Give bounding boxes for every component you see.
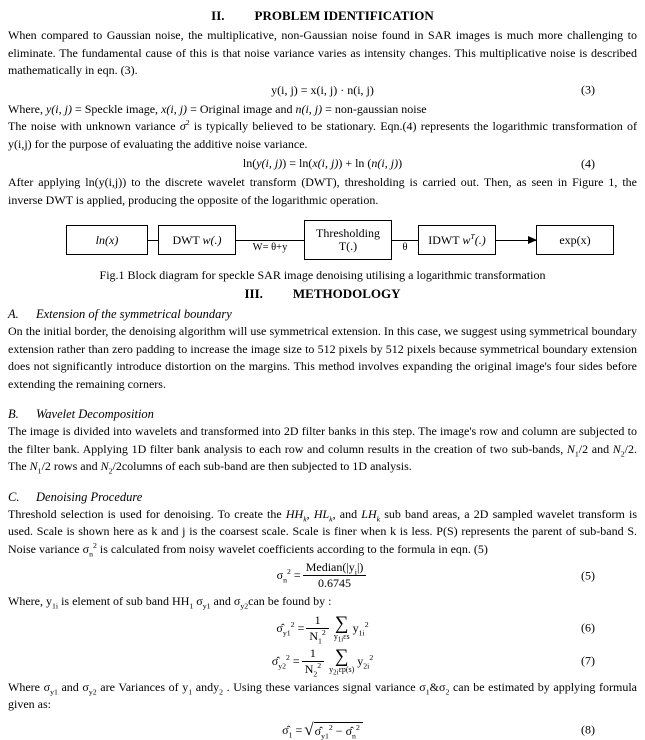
equation-7-summation bbox=[329, 646, 355, 677]
equation-8 bbox=[8, 719, 637, 740]
equation-7-body bbox=[272, 646, 374, 677]
connector-arrow bbox=[496, 240, 536, 241]
paragraph-denoising-procedure: Threshold selection is used for denoising. To create the $HH_k$, $HL_k$, and $LH_k$ sub band areas, a 2D sampled wavelet transform is used. Scale is shown here as k and j is the coarsest scale. Scale is finer when k is less. P(S) represents the parent of sub-band S. Noise variance $\sigma_n^2$ is calculated from noisy wavelet coefficients according to the formula in eqn. (5) bbox=[8, 506, 637, 558]
equation-8-lhs: $\sigmâ_1$ = bbox=[282, 722, 303, 739]
connector-line-w bbox=[236, 240, 304, 253]
block-ln bbox=[66, 225, 148, 255]
subsection-title: Denoising Procedure bbox=[36, 489, 143, 504]
summation-limits: $y_{2i}\varepsilon p(s)$ bbox=[329, 665, 355, 677]
subsection-letter: A. bbox=[8, 307, 19, 321]
equation-7-term: $y_{2i}^2$ bbox=[357, 652, 374, 670]
subsection-letter: B. bbox=[8, 407, 19, 421]
connector-line-theta bbox=[392, 240, 418, 253]
equation-6-number: (6) bbox=[581, 620, 595, 635]
equation-3 bbox=[8, 82, 637, 99]
equation-6 bbox=[8, 613, 637, 644]
equation-8-body bbox=[282, 719, 363, 740]
block-thresholding-label-line1: Thresholding bbox=[316, 226, 380, 240]
section-number: III. bbox=[244, 286, 263, 301]
equation-8-number: (8) bbox=[581, 722, 595, 737]
equation-7-lhs: $\sigmâ_{y2}^2$ = bbox=[271, 652, 300, 670]
equation-6-term: $y_{1i}^2$ bbox=[352, 619, 369, 637]
block-dwt bbox=[158, 225, 236, 255]
equation-3-body: y(i, j) = x(i, j) · n(i, j) bbox=[271, 82, 374, 97]
equation-7 bbox=[8, 646, 637, 677]
paragraph-problem-intro: When compared to Gaussian noise, the multiplicative, non-Gaussian noise found in SAR images is much more challenging to eliminate. The fundamental cause of this is that noise variance varies as intensity changes. This multiplicative noise is described mathematically in eqn. (3). bbox=[8, 28, 637, 77]
fraction-numerator: 1 bbox=[306, 613, 328, 629]
sigma-sum-icon: ∑ bbox=[334, 646, 349, 667]
equation-6-lhs: $\sigmâ_{y1}^2$ = bbox=[276, 619, 305, 637]
equation-8-radical bbox=[304, 719, 363, 740]
subsection-a-heading bbox=[8, 307, 637, 322]
section-heading-methodology bbox=[8, 286, 637, 302]
block-exp bbox=[536, 225, 614, 255]
block-dwt-label: DWT w(.) bbox=[172, 232, 222, 247]
block-idwt-label: IDWT $w^T(.)$ bbox=[428, 231, 486, 247]
paragraph-symmetrical-boundary: On the initial border, the denoising algorithm will use symmetrical extension. In this case, we suggest using symmetrical boundary extension rather than zero padding to increase the image size to 512 pixels by 512 pixels because symmetrical boundary extension does not significantly introduce distortion on the margins. This method involves expanding the original image's four sides before extending the remaining corners. bbox=[8, 324, 637, 391]
equation-3-number: (3) bbox=[581, 82, 595, 97]
equation-4 bbox=[8, 155, 637, 172]
paragraph-dwt-description: After applying ln(y(i,j)) to the discrete wavelet transform (DWT), thresholding is carried out. Then, as seen in Figure 1, the inverse DWT is applied, producing the opposite of the logarithmic operation. bbox=[8, 175, 637, 207]
block-thresholding-label-line2: T(.) bbox=[338, 239, 358, 253]
radical-sign-icon: √ bbox=[304, 719, 314, 739]
connector-theta-label: θ bbox=[402, 241, 408, 253]
block-ln-label: ln(x) bbox=[95, 232, 119, 247]
subsection-c-heading bbox=[8, 490, 637, 505]
arrowhead-icon bbox=[528, 236, 537, 244]
block-thresholding bbox=[304, 220, 392, 260]
equation-7-number: (7) bbox=[581, 653, 595, 668]
equation-3-definitions: Where, y(i, j) = Speckle image, x(i, j) = Original image and n(i, j) = non-gaussian noise bbox=[8, 101, 427, 116]
subsection-title: Wavelet Decomposition bbox=[36, 407, 154, 421]
section-number: II. bbox=[211, 8, 225, 23]
equation-5-lhs: $\sigma_n^2$ = bbox=[276, 567, 301, 585]
equation-6-fraction bbox=[306, 613, 328, 644]
equation-7-fraction bbox=[302, 646, 324, 677]
fig1-block-diagram bbox=[66, 218, 637, 262]
section-title: PROBLEM IDENTIFICATION bbox=[254, 8, 434, 23]
equation-5-body bbox=[277, 560, 369, 591]
equation-5-definitions: Where, $y_{1i}$ is element of sub band $HH_1$ $\sigma_{y1}$ and $\sigma_{y2}can$ be found by : bbox=[8, 594, 332, 611]
section-title: METHODOLOGY bbox=[292, 286, 401, 301]
fraction-denominator: $N_2^2$ bbox=[304, 660, 322, 678]
summation-limits: $y_{1i}\varepsilon s$ bbox=[333, 632, 350, 644]
fraction-numerator: $Median(|y_i|)$ bbox=[303, 560, 367, 576]
radicand: $\sigmâ_{y1}^2$ − $\sigmâ_n^2$ bbox=[314, 722, 363, 739]
equation-5-number: (5) bbox=[581, 568, 595, 582]
connector-w-label: W= θ+y bbox=[252, 241, 288, 253]
block-idwt bbox=[418, 225, 496, 255]
block-exp-label: exp(x) bbox=[559, 232, 591, 247]
equation-5-fraction bbox=[303, 560, 367, 591]
section-heading-problem-identification bbox=[8, 8, 637, 24]
subsection-letter: C. bbox=[8, 489, 20, 504]
paragraph-wavelet-decomposition: The image is divided into wavelets and transformed into 2D filter banks in this step. The image's row and column are subjected to the filter bank. Applying 1D filter bank analysis to each row and column results in the creation of two sub-bands, $N_1/2$ and $N_2/2$. The $N_1/2$ rows and $N_2/2columns$ of each sub-band are then subjected to 1D analysis. bbox=[8, 424, 637, 476]
equation-5 bbox=[8, 560, 637, 591]
subsection-b-heading bbox=[8, 407, 637, 422]
subsection-title: Extension of the symmetrical boundary bbox=[36, 307, 232, 321]
fig1-caption: Fig.1 Block diagram for speckle SAR image denoising utilising a logarithmic transformation bbox=[99, 268, 546, 282]
fraction-denominator: $N_1^2$ bbox=[309, 627, 326, 645]
sigma-sum-icon: ∑ bbox=[334, 613, 349, 634]
paragraph-noise-variance: The noise with unknown variance $\sigma^2$ is typically believed to be stationary. Eqn.(4) represents the logarithmic transformation of y(i,j) for the purpose of evaluating the additive noise variance. bbox=[8, 118, 638, 151]
fraction-denominator: 0.6745 bbox=[318, 576, 352, 590]
equation-6-body bbox=[276, 613, 368, 644]
equation-7-definitions: Where $\sigma_{y1}$ and $\sigma_{y2}$ are Variances of $y_1$ andy$_2$ . Using these variances signal variance $\sigma_1\&\sigma_2$ can be estimated by applying formula given as: bbox=[8, 679, 637, 711]
equation-4-number: (4) bbox=[581, 156, 595, 170]
equation-6-summation bbox=[333, 613, 350, 644]
fraction-numerator: 1 bbox=[302, 646, 324, 662]
equation-4-body: ln( y(i, j) ) = ln( x(i, j) ) + ln ( n(i, j) ) bbox=[242, 156, 403, 170]
connector-line-1 bbox=[148, 240, 158, 241]
